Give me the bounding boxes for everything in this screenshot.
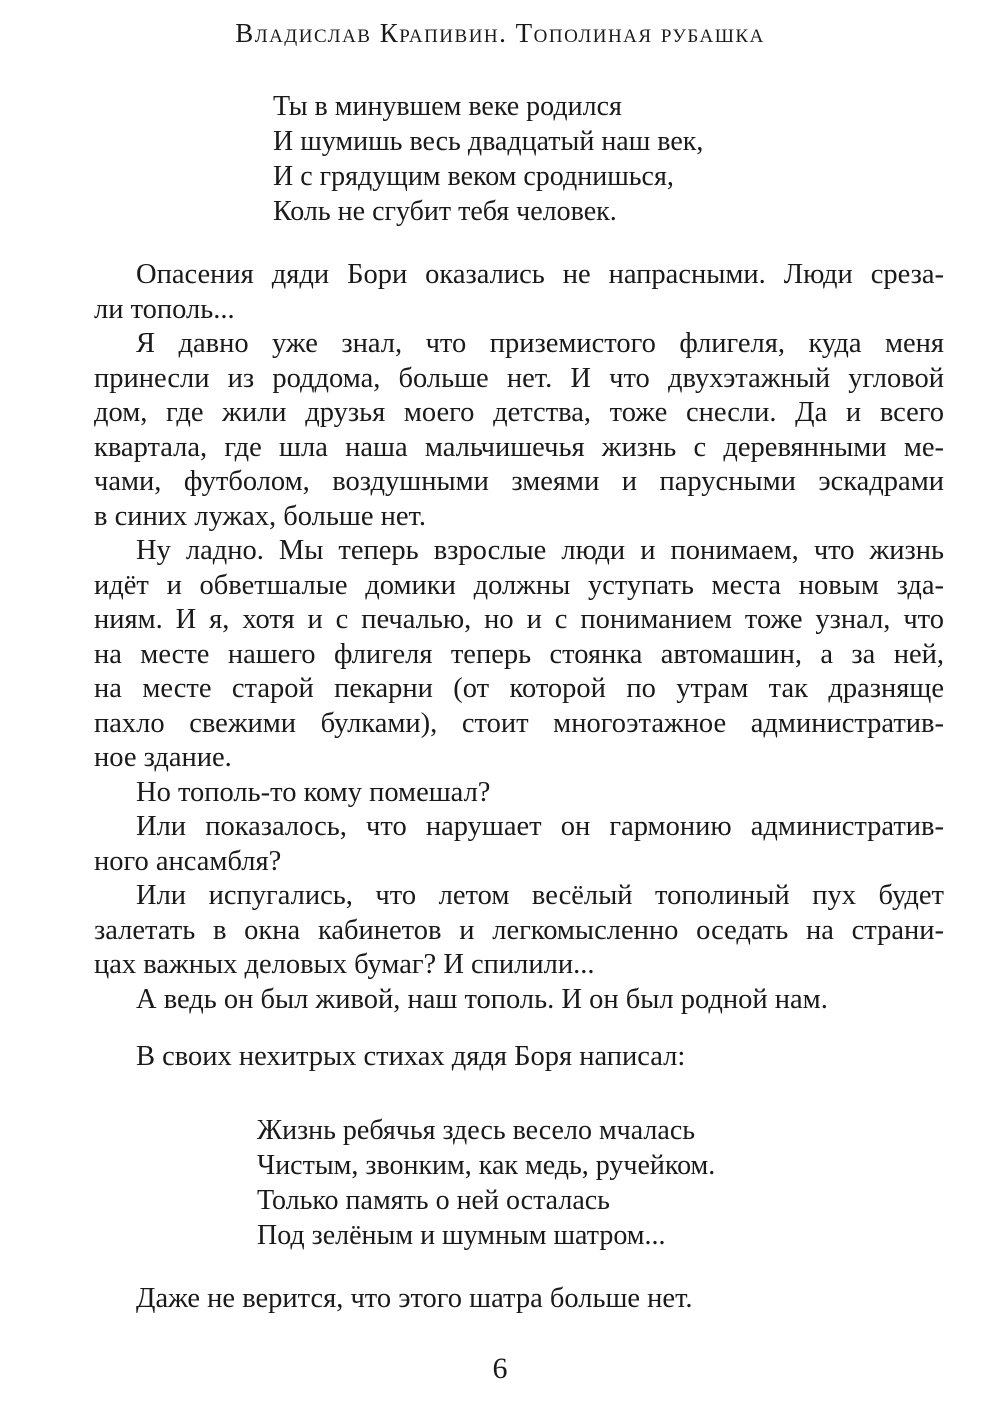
intro-paragraph bbox=[94, 1040, 944, 1075]
text-line: Опасения дяди Бори оказались не напрасными. Люди среза- bbox=[136, 259, 944, 290]
text-line: ное здание. bbox=[94, 742, 232, 773]
text-line: Но тополь-то кому помешал? bbox=[136, 776, 491, 808]
text-line: чами, футболом, воздушными змеями и парусными эскадрами bbox=[94, 466, 944, 497]
text-line: на месте старой пекарни (от которой по утрам так дразняще bbox=[94, 673, 944, 704]
text-line: принесли из роддома, больше нет. И что двухэтажный угловой bbox=[94, 362, 944, 394]
poem-line: Под зелёным и шумным шатром... bbox=[257, 1220, 666, 1251]
closing-paragraph bbox=[94, 1282, 944, 1317]
page-number: 6 bbox=[492, 1352, 508, 1385]
text-line: квартала, где шла наша мальчишечья жизнь с деревянными ме- bbox=[94, 431, 944, 463]
poem-line: И с грядущим веком сроднишься, bbox=[273, 161, 674, 192]
poem-line: Коль не сгубит тебя человек. bbox=[273, 196, 617, 227]
poem-line: Жизнь ребячья здесь весело мчалась bbox=[257, 1115, 696, 1146]
text-line: дом, где жили друзья моего детства, тоже снесли. Да и всего bbox=[94, 397, 944, 428]
poem-stanza-2 bbox=[257, 1113, 715, 1253]
text-line: Или показалось, что нарушает он гармонию административ- bbox=[136, 811, 944, 842]
body-text bbox=[94, 258, 944, 1017]
text-line: ниям. И я, хотя и с печалью, но и с пониманием тоже узнал, что bbox=[94, 604, 944, 635]
text-line: цах важных деловых бумаг? И спилили... bbox=[94, 949, 595, 980]
text-line: А ведь он был живой, наш тополь. И он был родной нам. bbox=[136, 983, 828, 1015]
poem-line: Ты в минувшем веке родился bbox=[273, 91, 622, 122]
text-line: В своих нехитрых стихах дядя Боря написал: bbox=[136, 1041, 686, 1072]
text-line: пахло свежими булками), стоит многоэтажное административ- bbox=[94, 707, 944, 739]
poem-line: И шумишь весь двадцатый наш век, bbox=[273, 126, 704, 157]
poem-line: Чистым, звонким, как медь, ручейком. bbox=[257, 1150, 716, 1181]
text-line: идёт и обветшалые домики должны уступать места новым зда- bbox=[94, 569, 944, 601]
poem-line: Только память о ней осталась bbox=[257, 1185, 610, 1216]
text-line: на месте нашего флигеля теперь стоянка автомашин, а за ней, bbox=[94, 638, 944, 670]
text-line: Ну ладно. Мы теперь взрослые люди и понимаем, что жизнь bbox=[136, 535, 944, 566]
text-line: залетать в окна кабинетов и легкомысленно оседать на страни- bbox=[94, 914, 944, 946]
text-line: Или испугались, что летом весёлый тополиный пух будет bbox=[136, 880, 944, 911]
text-line: в синих лужах, больше нет. bbox=[94, 500, 426, 532]
text-line: Даже не верится, что этого шатра больше нет. bbox=[136, 1283, 693, 1314]
text-line: ного ансамбля? bbox=[94, 845, 282, 877]
running-head: Владислав Крапивин. Тополиная рубашка bbox=[235, 18, 765, 48]
text-line: ли тополь... bbox=[94, 293, 235, 325]
text-line: Я давно уже знал, что приземистого флигеля, куда меня bbox=[136, 328, 944, 359]
poem-stanza-1 bbox=[273, 89, 703, 229]
